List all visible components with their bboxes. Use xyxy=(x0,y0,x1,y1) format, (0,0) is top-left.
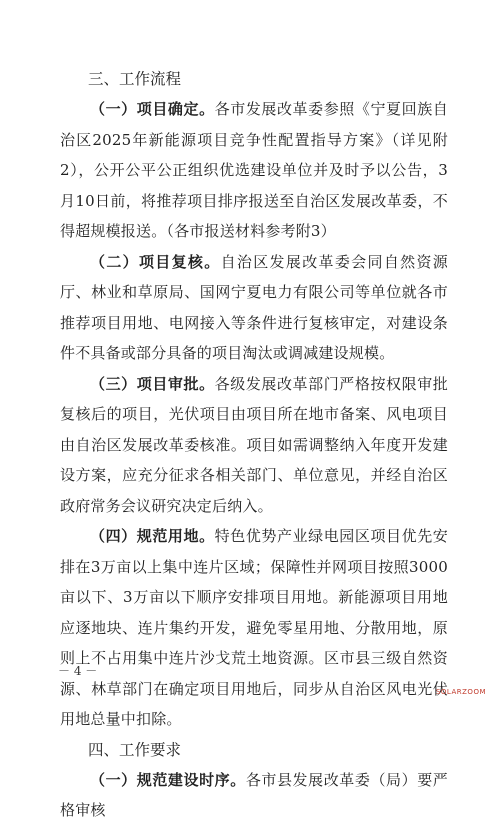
document-body xyxy=(60,64,448,826)
section-heading: 三、工作流程 xyxy=(88,70,182,88)
paragraph-lead: （二）项目复核。 xyxy=(90,252,221,271)
paragraph-construction-sequence xyxy=(60,765,448,826)
paragraph-project-approval xyxy=(60,369,448,522)
paragraph-land-use xyxy=(60,521,448,735)
watermark-logo: SOLARZOOM xyxy=(435,688,486,696)
paragraph-project-review xyxy=(60,247,448,369)
paragraph-text: 特色优势产业绿电园区项目优先安排在3万亩以上集中连片区域；保障性并网项目按照3000亩以下、3万亩以下顺序安排项目用地。新能源项目用地应逐地块、连片集约开发，避免零星用地、分散用地，原则上不占用集中连片沙戈荒土地资源。区市县三级自然资源、林草部门在确定项目用地后，同步从自治区风电光伏用地总量中扣除。 xyxy=(60,527,448,728)
paragraph-text: 各市县发展改革委（局）要严格审核 xyxy=(60,770,448,819)
paragraph-text: 自治区发展改革委会同自然资源厅、林业和草原局、国网宁夏电力有限公司等单位就各市推荐项目用地、电网接入等条件进行复核审定，对建设条件不具备或部分具备的项目淘汰或调减建设规模。 xyxy=(60,252,448,362)
paragraph-lead: （一）规范建设时序。 xyxy=(90,770,246,789)
paragraph-project-determination xyxy=(60,94,448,247)
paragraph-text: 各市发展改革委参照《宁夏回族自治区2025年新能源项目竞争性配置指导方案》（详见附2），公开公平公正组织优选建设单位并及时予以公告，3月10日前，将推荐项目排序报送至自治区发展改革委，不得超规模报送。（各市报送材料参考附3） xyxy=(60,100,448,240)
section-heading-2: 四、工作要求 xyxy=(88,740,182,759)
paragraph-text: 各级发展改革部门严格按权限审批复核后的项目，光伏项目由项目所在地市备案、风电项目由自治区发展改革委核准。项目如需调整纳入年度开发建设方案，应充分征求各相关部门、单位意见，并经自治区政府常务会议研究决定后纳入。 xyxy=(60,374,448,515)
page-number: － 4 － xyxy=(58,664,98,678)
paragraph-lead: （三）项目审批。 xyxy=(90,374,215,393)
paragraph-lead: （四）规范用地。 xyxy=(90,527,215,545)
paragraph-lead: （一）项目确定。 xyxy=(90,100,215,118)
